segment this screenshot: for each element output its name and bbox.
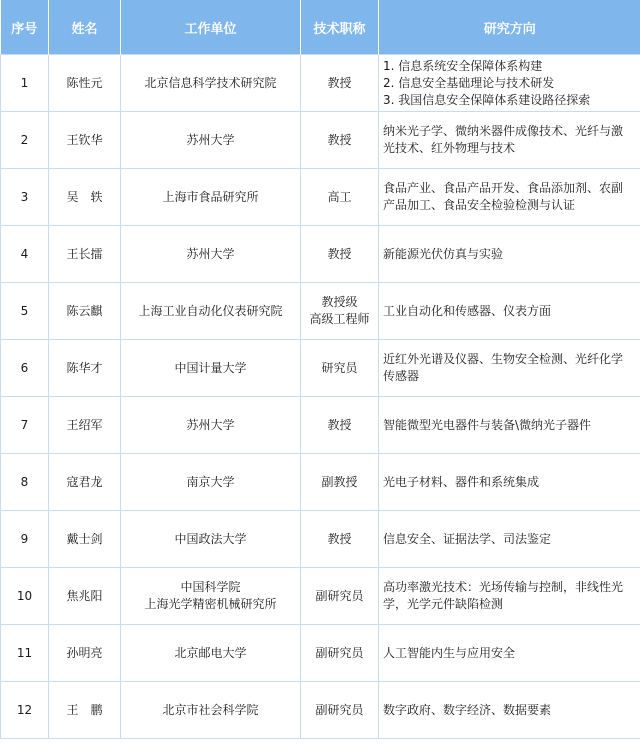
row-number: 11 <box>1 625 49 682</box>
research-field-line: 近红外光谱及仪器、生物安全检测、光纤化学传感器 <box>383 352 624 383</box>
research-field <box>379 454 640 511</box>
research-field-line: 信息安全、证据法学、司法鉴定 <box>383 531 552 546</box>
work-unit-line: 中国政法大学 <box>174 531 247 546</box>
row-number: 4 <box>1 226 49 283</box>
work-unit-line: 上海工业自动化仪表研究院 <box>138 303 283 318</box>
work-unit <box>121 511 301 568</box>
tech-title-line: 教授 <box>327 132 352 147</box>
work-unit-line: 北京市社会科学院 <box>162 702 259 717</box>
tech-title-line: 教授级 <box>321 295 358 309</box>
research-field <box>379 340 640 397</box>
research-field <box>379 112 640 169</box>
table-row <box>1 682 640 739</box>
tech-title-line: 高级工程师 <box>309 312 370 326</box>
tech-title-line: 教授 <box>327 246 352 261</box>
work-unit <box>121 454 301 511</box>
table-row <box>1 397 640 454</box>
work-unit-line: 苏州大学 <box>186 417 235 432</box>
work-unit-line: 苏州大学 <box>186 246 235 261</box>
tech-title <box>301 625 379 682</box>
research-field <box>379 625 640 682</box>
header-title: 技术职称 <box>301 0 379 55</box>
research-field-line: 数字政府、数字经济、数据要素 <box>383 702 552 717</box>
tech-title <box>301 340 379 397</box>
expert-name: 戴士剑 <box>49 511 121 568</box>
research-field-line: 智能微型光电器件与装备\微纳光子器件 <box>383 417 592 432</box>
table-row <box>1 112 640 169</box>
expert-name: 王 鹏 <box>49 682 121 739</box>
table-row <box>1 454 640 511</box>
work-unit-line: 北京信息科学技术研究院 <box>144 75 277 90</box>
research-field <box>379 226 640 283</box>
work-unit-line: 北京邮电大学 <box>174 645 247 660</box>
research-field-line: 新能源光伏仿真与实验 <box>383 246 504 261</box>
work-unit <box>121 397 301 454</box>
expert-name: 王长擂 <box>49 226 121 283</box>
work-unit-line: 上海市食品研究所 <box>162 189 259 204</box>
research-field-line: 食品产业、食品产品开发、食品添加剂、农副产品加工、食品安全检验检测与认证 <box>383 181 624 212</box>
table-row <box>1 568 640 625</box>
expert-name: 陈云麒 <box>49 283 121 340</box>
work-unit <box>121 340 301 397</box>
table-row <box>1 283 640 340</box>
expert-name: 焦兆阳 <box>49 568 121 625</box>
tech-title-line: 高工 <box>327 189 352 204</box>
research-field-line: 人工智能内生与应用安全 <box>383 645 516 660</box>
row-number: 3 <box>1 169 49 226</box>
row-number: 8 <box>1 454 49 511</box>
tech-title-line: 副研究员 <box>315 588 364 603</box>
expert-name: 王绍军 <box>49 397 121 454</box>
research-field-line: 1. 信息系统安全保障体系构建 <box>383 58 543 73</box>
expert-name: 吴 轶 <box>49 169 121 226</box>
research-field-line: 高功率激光技术：光场传输与控制，非线性光学，光学元件缺陷检测 <box>383 580 624 611</box>
work-unit <box>121 55 301 112</box>
work-unit-line: 上海光学精密机械研究所 <box>144 597 277 611</box>
row-number: 2 <box>1 112 49 169</box>
tech-title-line: 副研究员 <box>315 702 364 717</box>
research-field <box>379 568 640 625</box>
table-row <box>1 511 640 568</box>
research-field-line: 工业自动化和传感器、仪表方面 <box>383 303 552 318</box>
research-field <box>379 283 640 340</box>
research-field-line: 3. 我国信息安全保障体系建设路径探索 <box>383 92 591 107</box>
tech-title-line: 教授 <box>327 531 352 546</box>
research-field <box>379 682 640 739</box>
research-field-line: 2. 信息安全基础理论与技术研发 <box>383 75 555 90</box>
work-unit <box>121 568 301 625</box>
expert-name: 王钦华 <box>49 112 121 169</box>
expert-name: 陈华才 <box>49 340 121 397</box>
row-number: 9 <box>1 511 49 568</box>
tech-title-line: 研究员 <box>321 360 358 375</box>
tech-title-line: 副研究员 <box>315 645 364 660</box>
expert-name: 寇君龙 <box>49 454 121 511</box>
table-row <box>1 55 640 112</box>
work-unit <box>121 226 301 283</box>
tech-title <box>301 55 379 112</box>
table-row <box>1 625 640 682</box>
row-number: 10 <box>1 568 49 625</box>
tech-title <box>301 169 379 226</box>
row-number: 7 <box>1 397 49 454</box>
tech-title-line: 教授 <box>327 417 352 432</box>
research-field <box>379 397 640 454</box>
research-field <box>379 55 640 112</box>
row-number: 6 <box>1 340 49 397</box>
header-no: 序号 <box>1 0 49 55</box>
work-unit <box>121 682 301 739</box>
tech-title <box>301 682 379 739</box>
header-row <box>1 0 640 55</box>
table-row <box>1 169 640 226</box>
tech-title-line: 教授 <box>327 75 352 90</box>
tech-title <box>301 283 379 340</box>
tech-title <box>301 454 379 511</box>
row-number: 5 <box>1 283 49 340</box>
research-field <box>379 169 640 226</box>
table-body <box>1 55 640 739</box>
tech-title <box>301 397 379 454</box>
research-field <box>379 511 640 568</box>
research-field-line: 光电子材料、器件和系统集成 <box>383 474 540 489</box>
work-unit <box>121 283 301 340</box>
tech-title <box>301 226 379 283</box>
row-number: 12 <box>1 682 49 739</box>
work-unit-line: 苏州大学 <box>186 132 235 147</box>
tech-title <box>301 112 379 169</box>
research-field-line: 纳米光子学、微纳米器件成像技术、光纤与激光技术、红外物理与技术 <box>383 124 624 155</box>
work-unit-line: 南京大学 <box>186 474 235 489</box>
header-field: 研究方向 <box>379 0 640 55</box>
expert-name: 陈性元 <box>49 55 121 112</box>
tech-title <box>301 511 379 568</box>
header-name: 姓名 <box>49 0 121 55</box>
header-unit: 工作单位 <box>121 0 301 55</box>
tech-title-line: 副教授 <box>321 474 358 489</box>
row-number: 1 <box>1 55 49 112</box>
table-row <box>1 340 640 397</box>
table-row <box>1 226 640 283</box>
work-unit <box>121 112 301 169</box>
work-unit-line: 中国科学院 <box>180 580 241 594</box>
work-unit <box>121 625 301 682</box>
work-unit-line: 中国计量大学 <box>174 360 247 375</box>
tech-title <box>301 568 379 625</box>
expert-name: 孙明亮 <box>49 625 121 682</box>
work-unit <box>121 169 301 226</box>
